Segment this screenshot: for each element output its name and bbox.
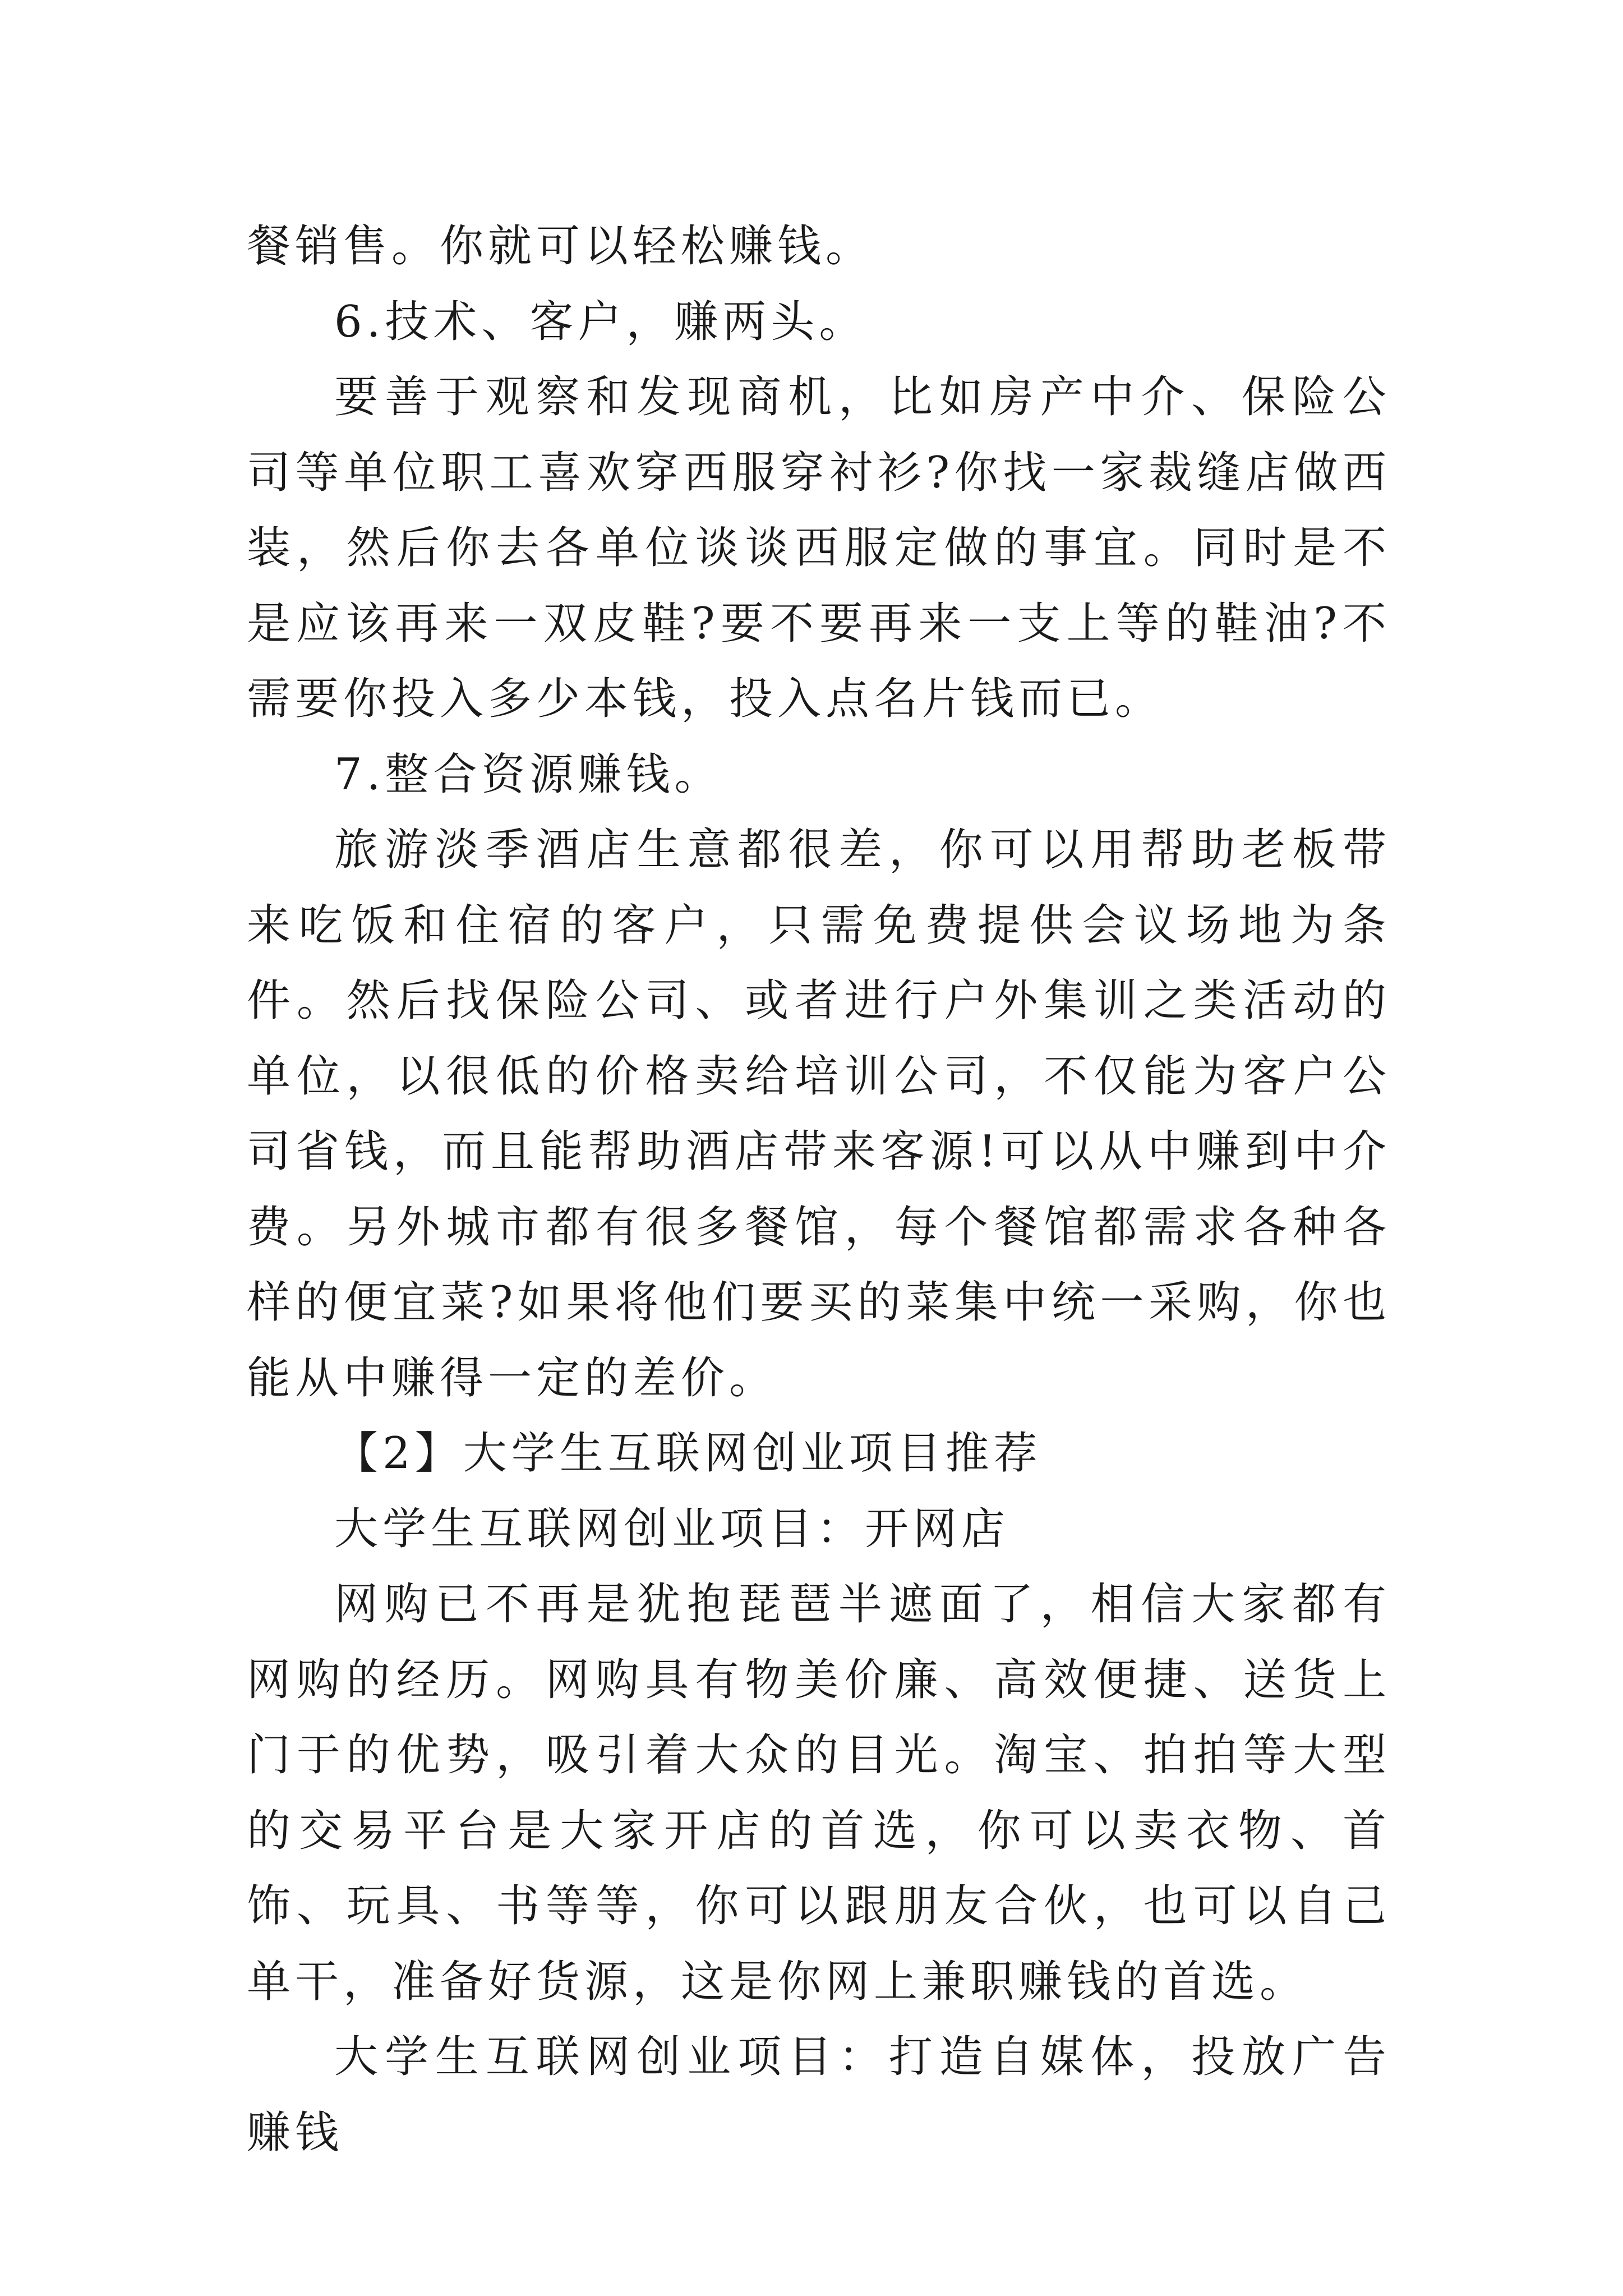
document-body	[247, 209, 1391, 2170]
subheading-online-store: 大学生互联网创业项目：开网店	[334, 1503, 1010, 1554]
subheading-self-media: 大学生互联网创业项目：打造自媒体，投放广告赚钱	[247, 2032, 1391, 2158]
heading-tip-6: 6.技术、客户，赚两头。	[334, 296, 868, 347]
paragraph-online-store: 网购已不再是犹抱琵琶半遮面了，相信大家都有网购的经历。网购具有物美价廉、高效便捷、送货上门于的优势，吸引着大众的目光。淘宝、拍拍等大型的交易平台是大家开店的首选，你可以卖衣物、首饰、玩具、书等等，你可以跟朋友合伙，也可以自己单干，准备好货源，这是你网上兼职赚钱的首选。	[247, 1579, 1391, 2007]
paragraph-tip-6: 要善于观察和发现商机，比如房产中介、保险公司等单位职工喜欢穿西服穿衬衫?你找一家裁缝店做西装，然后你去各单位谈谈西服定做的事宜。同时是不是应该再来一双皮鞋?要不要再来一支上等的鞋油?不需要你投入多少本钱，投入点名片钱而已。	[247, 372, 1391, 724]
heading-tip-7: 7.整合资源赚钱。	[334, 749, 723, 800]
section-heading-2: 【2】大学生互联网创业项目推荐	[334, 1428, 1042, 1479]
paragraph-tip-7: 旅游淡季酒店生意都很差，你可以用帮助老板带来吃饭和住宿的客户，只需免费提供会议场地为条件。然后找保险公司、或者进行户外集训之类活动的单位，以很低的价格卖给培训公司，不仅能为客户公司省钱，而且能帮助酒店带来客源!可以从中赚到中介费。另外城市都有很多餐馆，每个餐馆都需求各种各样的便宜菜?如果将他们要买的菜集中统一采购，你也能从中赚得一定的差价。	[247, 825, 1391, 1404]
paragraph-intro-continuation: 餐销售。你就可以轻松赚钱。	[247, 221, 874, 272]
